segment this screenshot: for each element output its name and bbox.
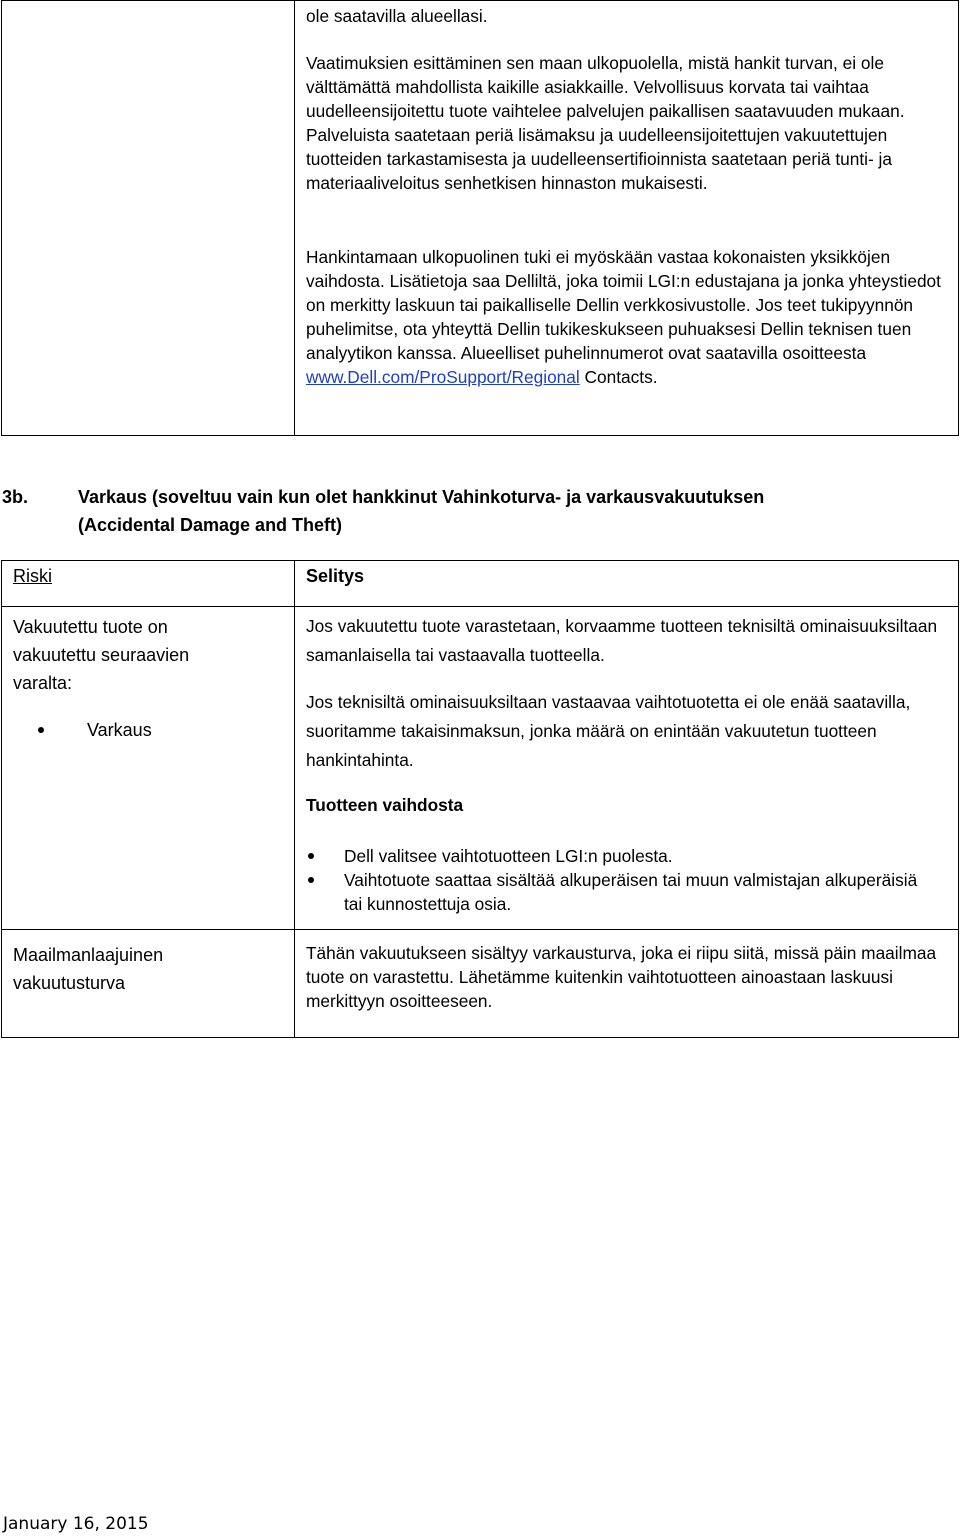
- replacement-paragraph: Jos vakuutettu tuote varastetaan, korvaamme tuotteen teknisiltä ominaisuuksiltaan samanlaisella tai vastaavalla tuotteella.: [306, 616, 938, 665]
- refund-paragraph: Jos teknisiltä ominaisuuksiltaan vastaavaa vaihtotuotetta ei ole enää saatavilla, suoritamme takaisinmaksun, jonka määrä on enintään vakuutetun tuotteen hankintahinta.: [306, 692, 911, 770]
- worldwide-coverage-text: Tähän vakuutukseen sisältyy varkausturva, joka ei riipu siitä, missä päin maailmaa tuote on varastettu. Lähetämme kuitenkin vaihtotuotteen ainoastaan laskuusi merkittyyn osoitteeseen.: [306, 943, 937, 1011]
- dell-regional-link[interactable]: www.Dell.com/ProSupport/Regional: [306, 367, 580, 387]
- section-title-line1: Varkaus (soveltuu vain kun olet hankkinut Vahinkoturva- ja varkausvakuutuksen: [78, 487, 765, 507]
- row2-border: [1, 929, 959, 930]
- bullet-dot-icon: [38, 727, 44, 733]
- header-row-border: [1, 606, 959, 607]
- support-paragraph-text: Hankintamaan ulkopuolinen tuki ei myöskään vastaa kokonaisten yksikköjen vaihdosta. Lisätietoja saa Delliltä, joka toimii LGI:n edustajana ja jonka yhteystiedot on merkitty laskuun tai paikalliselle Dellin verkkosivustolle. Jos teet tukipyynnön puhelimitse, ota yhteyttä Dellin tukikeskukseen puhuaksesi Dellin teknisen tuen analyytikon kanssa. Alueelliset puhelinnumerot ovat saatavilla osoitteesta: [306, 247, 941, 363]
- support-paragraph-tail: Contacts.: [579, 367, 658, 387]
- top-table-divider: [294, 0, 295, 436]
- header-riski: Riski: [13, 566, 52, 586]
- header-selitys: Selitys: [306, 566, 365, 586]
- bullet-varkaus-label: Varkaus: [87, 720, 152, 740]
- replacement-bullet-1-text: Dell valitsee vaihtotuotteen LGI:n puolesta.: [344, 846, 673, 866]
- section-number: 3b.: [2, 487, 29, 507]
- replacement-bullet-1: [306, 844, 946, 868]
- section-title-line2: (Accidental Damage and Theft): [78, 515, 343, 535]
- support-paragraph: [306, 245, 946, 389]
- product-replacement-heading: Tuotteen vaihdosta: [306, 795, 464, 815]
- continuation-line: ole saatavilla alueellasi.: [306, 6, 488, 26]
- claims-abroad-paragraph: Vaatimuksien esittäminen sen maan ulkopuolella, mistä hankit turvan, ei ole välttämättä mahdollista kaikille asiakkaille. Velvollisuus korvata tai vaihtaa uudelleensijoitettu tuote vaihtelee palvelujen paikallisen saatavuuden mukaan. Palveluista saatetaan periä lisämaksu ja uudelleensijoitettujen vakuutettujen tuotteiden tarkastamisesta ja uudelleensertifioinnista saatetaan periä tunti- ja materiaaliveloitus senhetkisen hinnaston mukaisesti.: [306, 53, 905, 193]
- footer-date: January 16, 2015: [3, 1514, 149, 1534]
- bullet-dot-icon: [308, 853, 314, 859]
- worldwide-coverage-label: Maailmanlaajuinen vakuutusturva: [13, 945, 164, 993]
- bullet-dot-icon: [308, 877, 314, 883]
- replacement-bullet-2: [306, 868, 946, 916]
- replacement-bullet-2-text: Vaihtotuote saattaa sisältää alkuperäisen tai muun valmistajan alkuperäisiä tai kunnostettuja osia.: [344, 870, 918, 914]
- insured-against-text: Vakuutettu tuote on vakuutettu seuraavien varalta:: [13, 617, 190, 693]
- theft-table-divider: [294, 560, 295, 1038]
- bullet-varkaus: [38, 718, 152, 742]
